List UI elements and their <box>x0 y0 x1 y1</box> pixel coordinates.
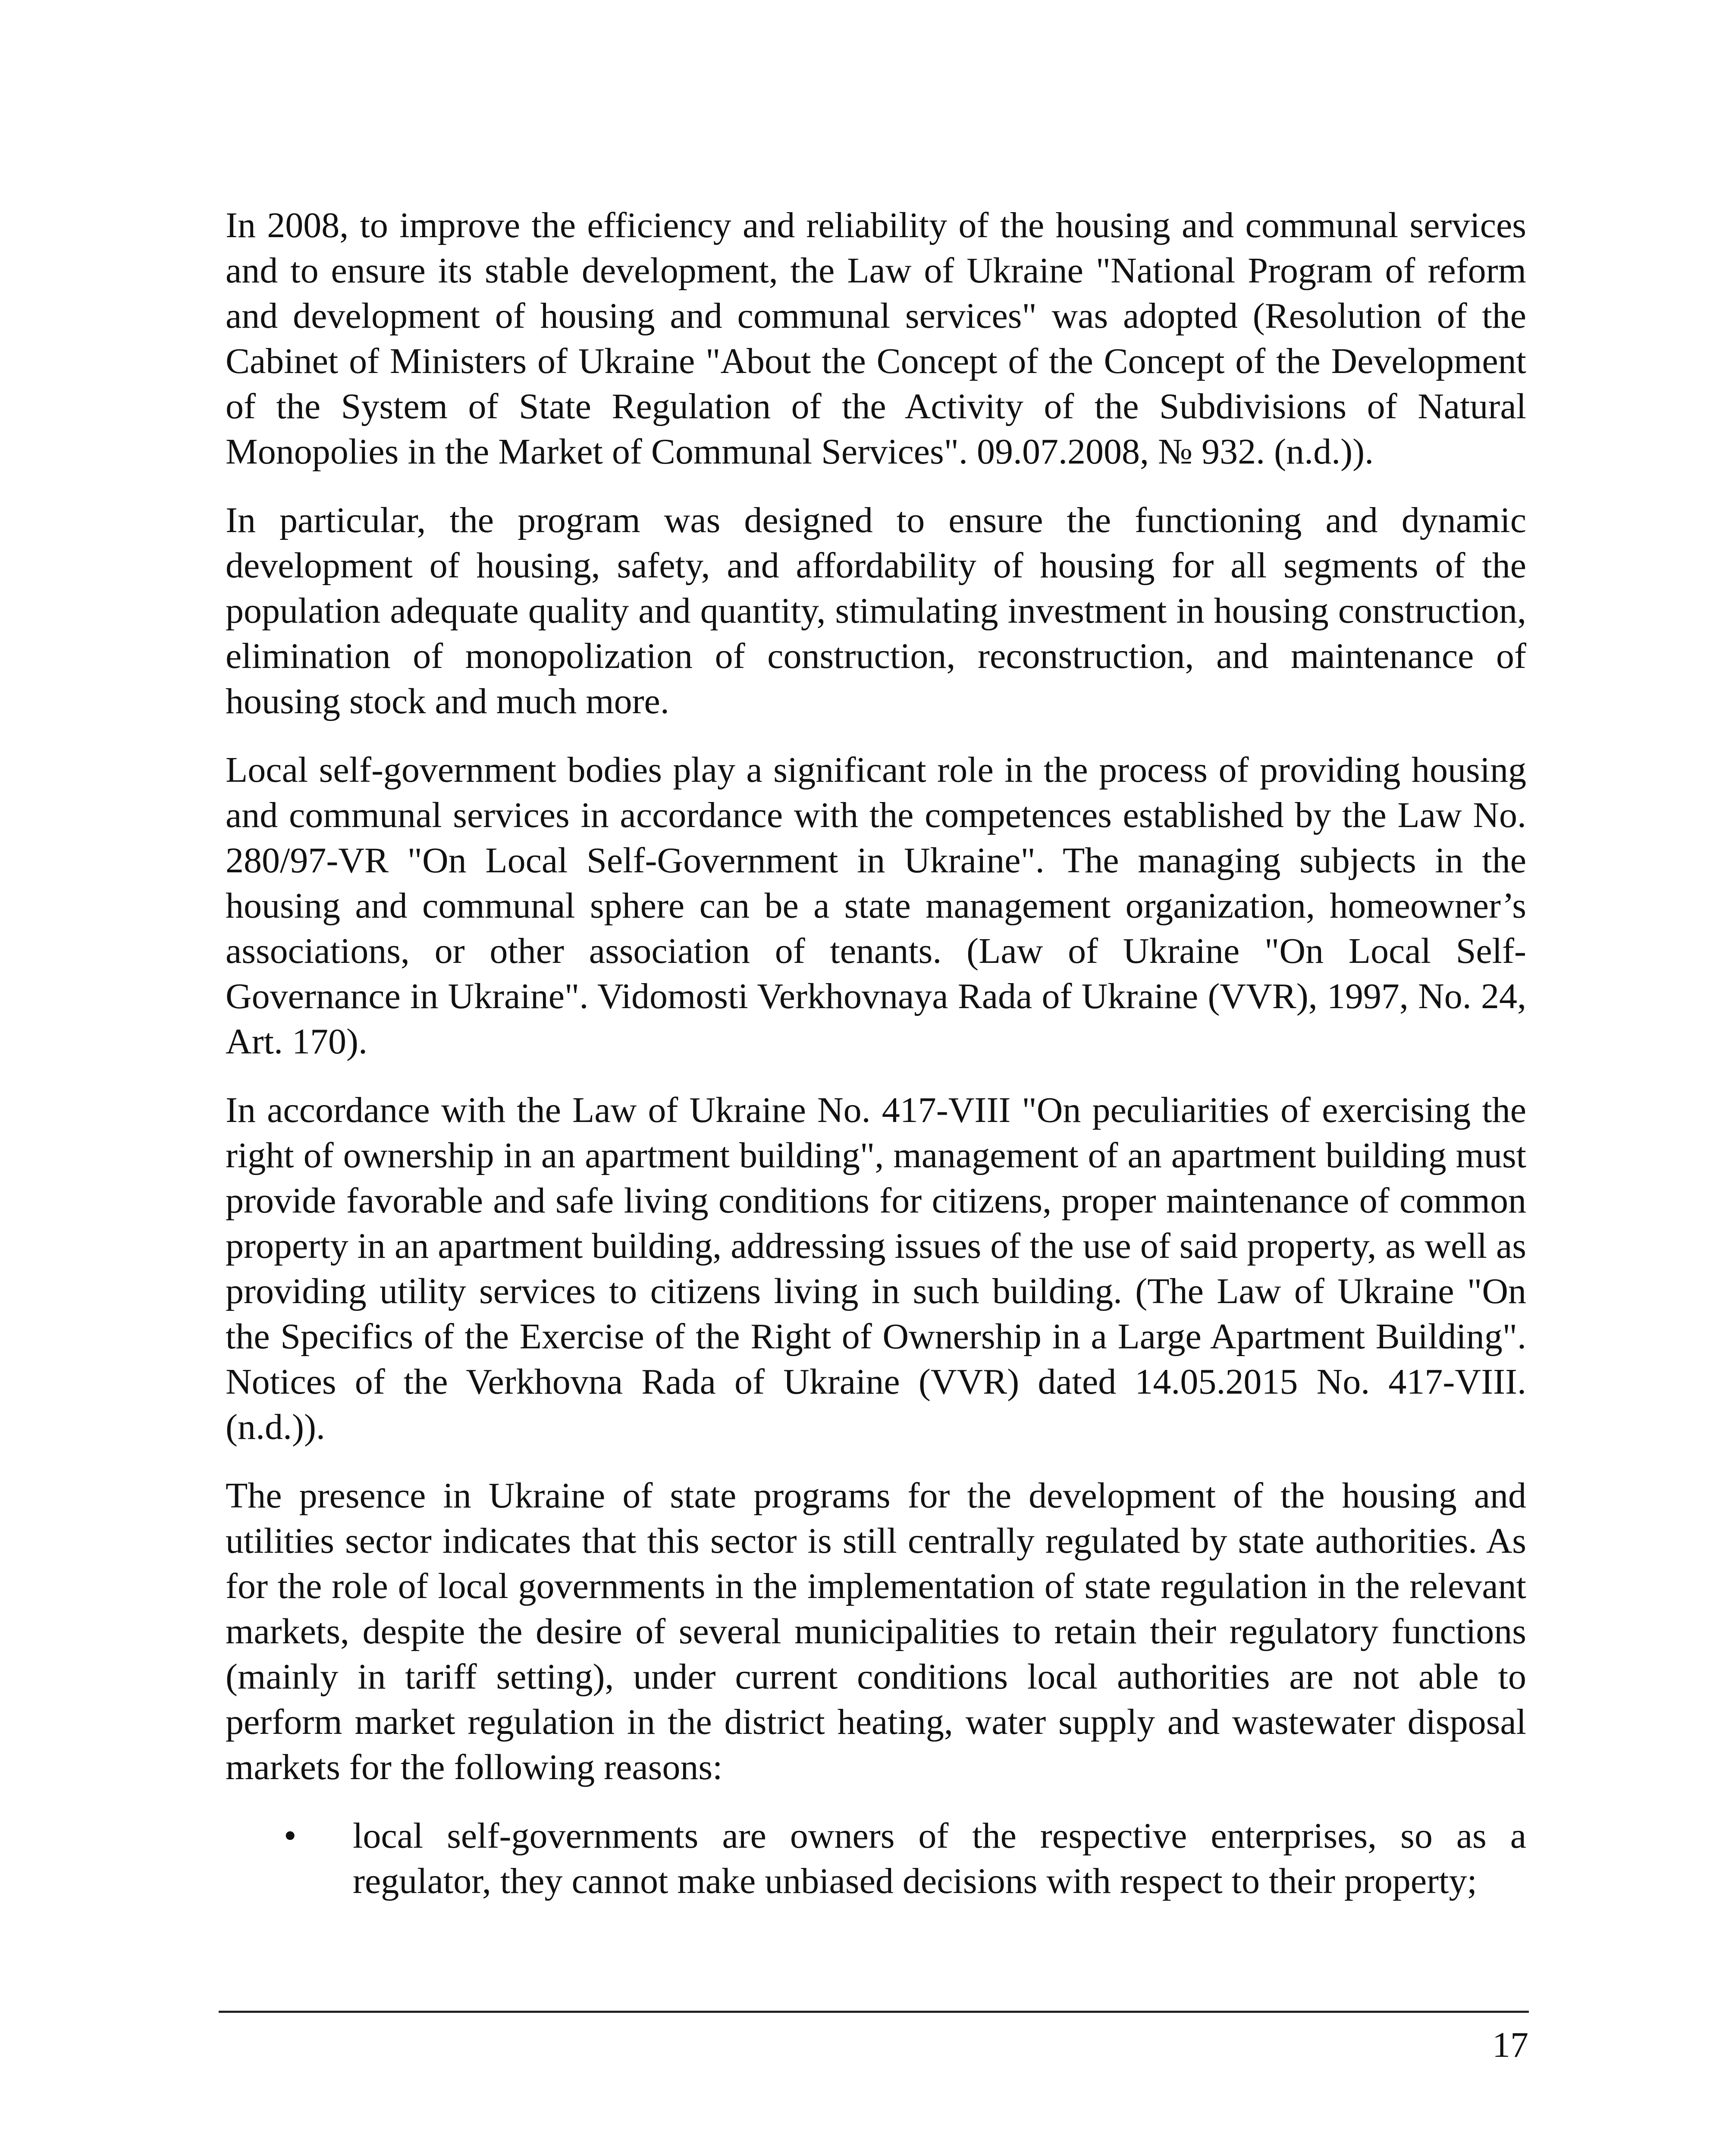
paragraph-4: In accordance with the Law of Ukraine No. 417-VIII "On peculiarities of exercising the right of ownership in an apartment building", management of an apartment building must provide favorable and safe living conditions for citizens, proper maintenance of common property in an apartment building, addressing issues of the use of said property, as well as providing utility services to citizens living in such building. (The Law of Ukraine "On the Specifics of the Exercise of the Right of Ownership in a Large Apartment Building". Notices of the Verkhovna Rada of Ukraine (VVR) dated 14.05.2015 No. 417-VIII. (n.d.)). <box>226 1090 1526 1447</box>
paragraph-1: In 2008, to improve the efficiency and reliability of the housing and communal services and to ensure its stable development, the Law of Ukraine "National Program of reform and development of housing and communal services" was adopted (Resolution of the Cabinet of Ministers of Ukraine "About the Concept of the Concept of the Development of the System of State Regulation of the Activity of the Subdivisions of Natural Monopolies in the Market of Communal Services". 09.07.2008, № 932. (n.d.)). <box>226 205 1526 472</box>
page-number: 17 <box>1492 2025 1528 2065</box>
paragraph-5: The presence in Ukraine of state programs for the development of the housing and utilities sector indicates that this sector is still centrally regulated by state authorities. As for the role of local governments in the implementation of state regulation in the relevant markets, despite the desire of several municipalities to retain their regulatory functions (mainly in tariff setting), under current conditions local authorities are not able to perform market regulation in the district heating, water supply and wastewater disposal markets for the following reasons: <box>226 1476 1526 1787</box>
bullet-item <box>226 1813 1526 1904</box>
footer-divider <box>219 2011 1529 2013</box>
paragraph-2: In particular, the program was designed to ensure the functioning and dynamic development of housing, safety, and affordability of housing for all segments of the population adequate quality and quantity, stimulating investment in housing construction, elimination of monopolization of construction, reconstruction, and maintenance of housing stock and much more. <box>226 500 1526 721</box>
bullet-text: local self-governments are owners of the respective enterprises, so as a regulator, they cannot make unbiased decisions with respect to their property; <box>353 1816 1526 1901</box>
bullet-list <box>226 1813 1526 1904</box>
page-body <box>226 203 1526 1904</box>
bullet-icon: • <box>284 1816 297 1856</box>
paragraph-3: Local self-government bodies play a significant role in the process of providing housing and communal services in accordance with the competences established by the Law No. 280/97-VR "On Local Self-Government in Ukraine". The managing subjects in the housing and communal sphere can be a state management organization, homeowner’s associations, or other association of tenants. (Law of Ukraine "On Local Self-Governance in Ukraine". Vidomosti Verkhovnaya Rada of Ukraine (VVR), 1997, No. 24, Art. 170). <box>226 750 1526 1062</box>
